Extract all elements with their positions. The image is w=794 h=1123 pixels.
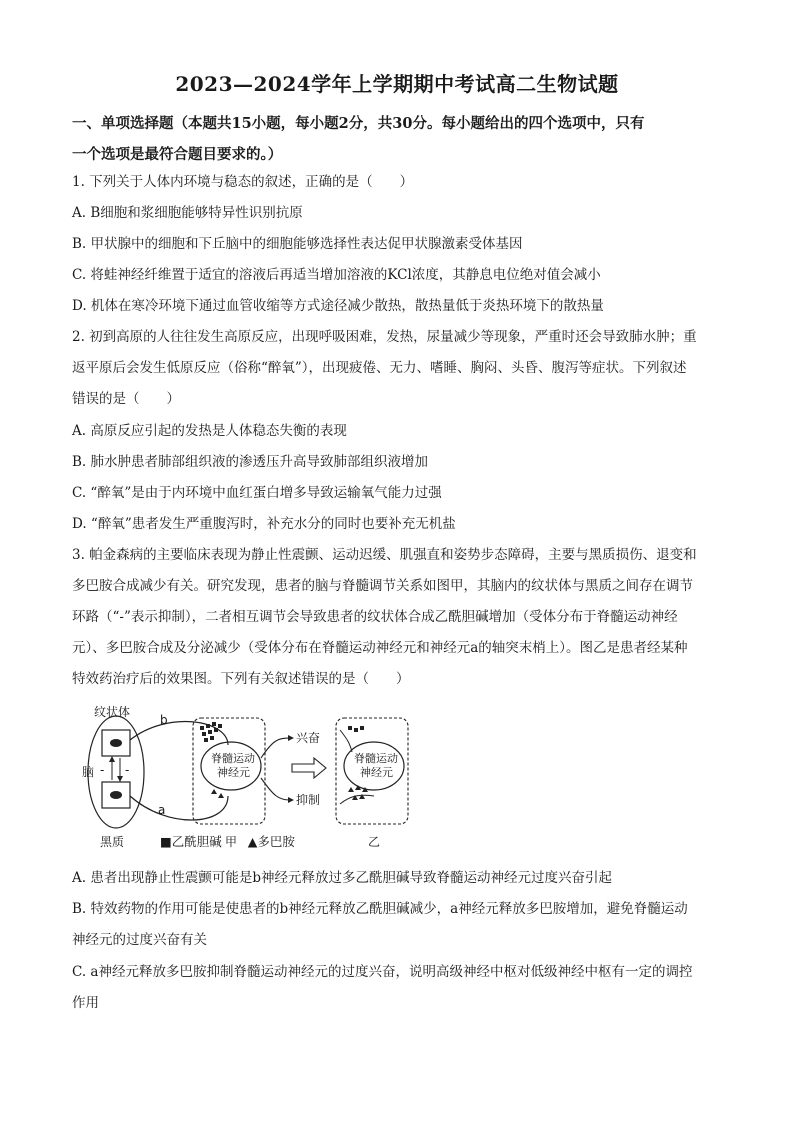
spinal-label-jia-1: 脊髓运动 [211, 752, 255, 765]
ach-markers-jia [200, 722, 222, 742]
dopamine-markers-jia [211, 789, 224, 798]
q3-option-c-line-1: C. a神经元释放多巴胺抑制脊髓运动神经元的过度兴奋，说明高级神经中枢对低级神经中枢有一定的调控 [72, 964, 693, 980]
treatment-arrow [292, 758, 326, 778]
q2-option-b: B. 肺水肿患者肺部组织液的渗透压升高导致肺部组织液增加 [72, 454, 429, 470]
q2-option-d: D. “醉氧”患者发生严重腹泻时，补充水分的同时也要补充无机盐 [72, 516, 456, 532]
q3-stem-line-3: 环路（“-”表示抑制），二者相互调节会导致患者的纹状体合成乙酰胆碱增加（受体分布于脊髓运动神经 [72, 609, 678, 625]
label-neuron-a: a [158, 803, 166, 817]
label-panel-jia: 甲 [225, 835, 238, 849]
q1-option-c: C. 将蛙神经纤维置于适宜的溶液后再适当增加溶液的KCl浓度，其静息电位绝对值会减小 [72, 267, 601, 283]
q3-option-a: A. 患者出现静止性震颤可能是b神经元释放过多乙酰胆碱导致脊髓运动神经元过度兴奋引起 [72, 870, 612, 886]
q3-option-b-line-1: B. 特效药物的作用可能是使患者的b神经元释放乙酰胆碱减少，a神经元释放多巴胺增加，避免脊髓运动 [72, 901, 688, 917]
q2-stem-line-1: 2. 初到高原的人往往发生高原反应，出现呼吸困难，发热，尿量减少等现象，严重时还会导致肺水肿；重 [72, 329, 697, 345]
striatum-nucleus [110, 739, 122, 747]
q3-stem-line-5: 特效药治疗后的效果图。下列有关叙述错误的是（ ） [72, 671, 410, 687]
q1-option-b: B. 甲状腺中的细胞和下丘脑中的细胞能够选择性表达促甲状腺激素受体基因 [72, 236, 523, 252]
page-title: 2023—2024学年上学期期中考试高二生物试题 [175, 72, 619, 96]
neuron-b-terminal-yi [340, 730, 352, 752]
diagram-legend [160, 832, 794, 852]
q3-option-b-line-2: 神经元的过度兴奋有关 [72, 932, 207, 948]
label-striatum: 纹状体 [94, 705, 131, 719]
q2-option-c: C. “醉氧”是由于内环境中血红蛋白增多导致运输氧气能力过强 [72, 485, 442, 501]
q3-stem-line-4: 元）、多巴胺合成及分泌减少（受体分布在脊髓运动神经元和神经元a的轴突末梢上）。图乙是患者经某种 [72, 640, 688, 656]
q1-option-d: D. 机体在寒冷环境下通过血管收缩等方式途径减少散热，散热量低于炎热环境下的散热量 [72, 298, 604, 314]
inhibit-sign-right: - [125, 763, 130, 777]
q3-option-c-line-2: 作用 [72, 995, 99, 1011]
label-neuron-b: b [160, 713, 168, 727]
label-brain: 脑 [82, 765, 95, 779]
label-inhibit: 抑制 [296, 793, 321, 807]
substantia-nucleus [110, 791, 122, 799]
excite-arrowhead [288, 735, 294, 741]
spinal-label-jia-2: 神经元 [217, 766, 250, 779]
section-header-line-1: 一、单项选择题（本题共15小题，每小题2分，共30分。每小题给出的四个选项中，只有 [72, 115, 645, 132]
q3-stem-line-2: 多巴胺合成减少有关。研究发现，患者的脑与脊髓调节关系如图甲，其脑内的纹状体与黑质之间存在调节 [72, 578, 693, 594]
neural-regulation-diagram [78, 700, 418, 850]
label-excite: 兴奋 [296, 731, 321, 745]
q2-stem-line-3: 错误的是（ ） [72, 391, 180, 407]
section-header-line-2: 一个选项是最符合题目要求的。） [72, 146, 283, 163]
legend-dopamine: ▲多巴胺 [247, 834, 295, 849]
inhibit-arrowhead [288, 797, 294, 803]
neuron-a-fiber [130, 796, 228, 820]
section-header [72, 108, 722, 170]
loop-arrowhead-up [109, 756, 115, 762]
spinal-label-yi-1: 脊髓运动 [354, 752, 398, 765]
q1-option-a: A. B细胞和浆细胞能够特异性识别抗原 [72, 205, 303, 221]
brain-outline [88, 716, 144, 828]
spinal-label-yi-2: 神经元 [360, 766, 393, 779]
legend-acetylcholine: ■乙酰胆碱 [160, 834, 222, 849]
label-panel-yi: 乙 [368, 835, 381, 849]
loop-arrowhead-down [117, 776, 123, 782]
inhibit-sign-left: - [100, 763, 105, 777]
q2-option-a: A. 高原反应引起的发热是人体稳态失衡的表现 [72, 423, 347, 439]
label-substantia: 黑质 [100, 835, 125, 849]
q2-stem-line-2: 返平原后会发生低原反应（俗称“醉氧”），出现疲倦、无力、嗜睡、胸闷、头昏、腹泻等症状。下列叙述 [72, 360, 687, 376]
ach-markers-yi [348, 726, 364, 732]
q1-stem: 1. 下列关于人体内环境与稳态的叙述，正确的是（ ） [72, 174, 414, 190]
q3-stem-line-1: 3. 帕金森病的主要临床表现为静止性震颤、运动迟缓、肌强直和姿势步态障碍，主要与黑质损伤、退变和 [72, 547, 697, 563]
